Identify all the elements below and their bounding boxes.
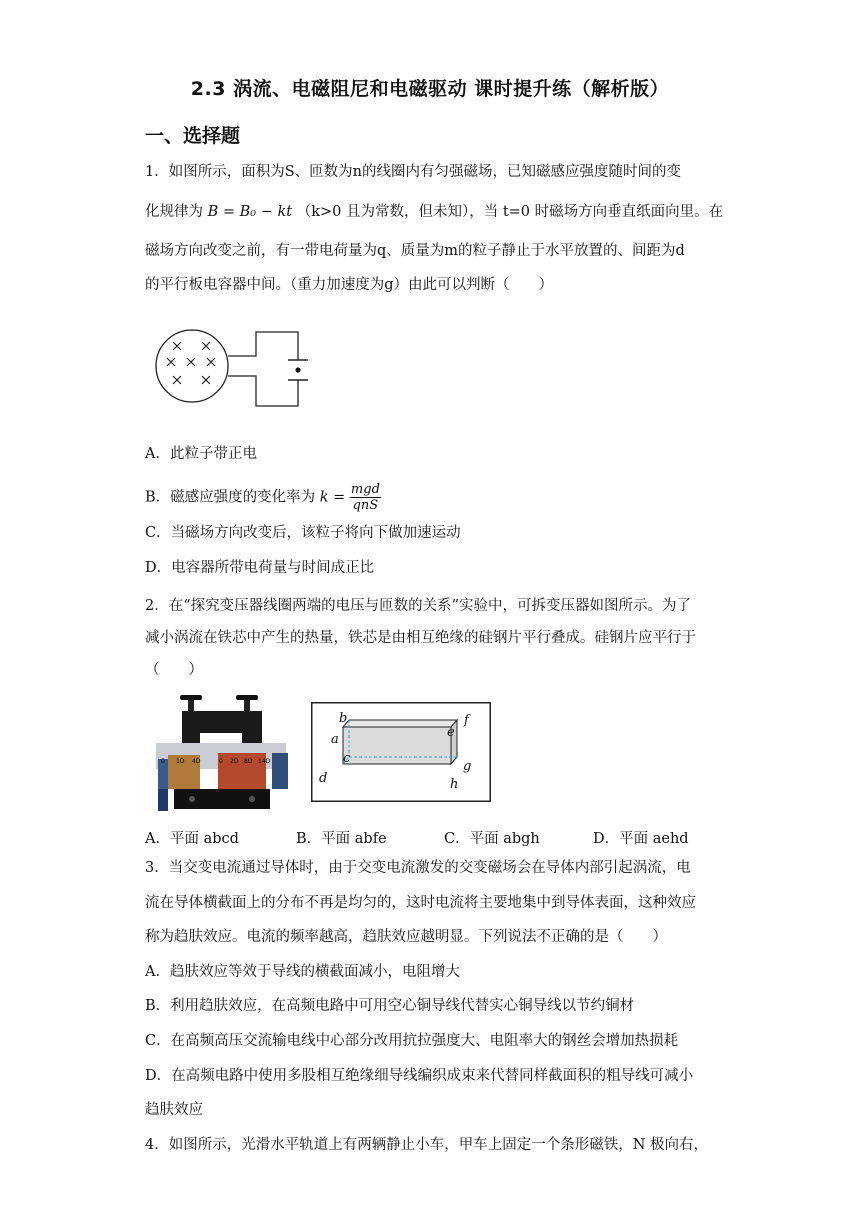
transformer-photo bbox=[152, 693, 302, 813]
magnetic-field-cross-marks bbox=[167, 342, 215, 384]
q3-option-d-line-2: 趋肤效应 bbox=[145, 1102, 203, 1118]
fraction-numerator: mgd bbox=[350, 482, 380, 497]
core-slab-figure bbox=[311, 702, 491, 802]
q1-option-d: D．电容器所带电荷量与时间成正比 bbox=[145, 560, 375, 576]
coil-label: 8D bbox=[244, 758, 253, 765]
q2-option-d: D．平面 aehd bbox=[593, 831, 689, 847]
q2-line-2: 减小涡流在铁芯中产生的热量，铁芯是由相互绝缘的硅钢片平行叠成。硅钢片应平行于 bbox=[145, 630, 696, 646]
vertex-label-b: b bbox=[339, 711, 348, 726]
q1-line-4: 的平行板电容器中间。（重力加速度为g）由此可以判断（ ） bbox=[145, 277, 554, 293]
fraction-denominator: qnS bbox=[352, 498, 379, 513]
q1-option-b-fraction bbox=[350, 482, 381, 513]
q2-option-a: A．平面 abcd bbox=[145, 831, 239, 847]
coil-label: 0 bbox=[161, 758, 165, 765]
q1-option-b-k: k = bbox=[319, 489, 346, 506]
screw bbox=[249, 796, 255, 802]
q3-option-d-line-1: D．在高频电路中使用多股相互绝缘细导线编织成束来代替同样截面积的粗导线可减小 bbox=[145, 1068, 694, 1084]
q1-circuit-figure bbox=[150, 320, 310, 412]
vertex-label-e: e bbox=[447, 725, 455, 740]
screw bbox=[189, 796, 195, 802]
vertex-label-f: f bbox=[464, 713, 469, 728]
slab-top-face bbox=[343, 720, 457, 727]
q2-line-1: 2．在“探究变压器线圈两端的电压与匝数的关系”实验中，可拆变压器如图所示。为了 bbox=[145, 598, 692, 614]
right-knob bbox=[236, 695, 258, 700]
vertex-label-h: h bbox=[450, 777, 459, 792]
vertex-label-a: a bbox=[331, 732, 339, 747]
vertex-label-g: g bbox=[463, 759, 472, 774]
bottom-wire bbox=[228, 376, 298, 406]
q1-line-2 bbox=[145, 202, 723, 222]
q1-option-b bbox=[145, 482, 381, 513]
section-heading: 一、选择题 bbox=[145, 125, 241, 147]
q3-line-1: 3．当交变电流通过导体时，由于交变电流激发的交变磁场会在导体内部引起涡流，电 bbox=[145, 860, 691, 876]
coil-label: 4D bbox=[192, 758, 201, 765]
q2-line-3: （ ） bbox=[145, 662, 203, 678]
vertex-label-d: d bbox=[319, 771, 328, 786]
coil-label: 2D bbox=[230, 758, 239, 765]
vertex-label-c: c bbox=[343, 751, 351, 766]
q3-option-c: C．在高频高压交流输电线中心部分改用抗拉强度大、电阻率大的钢丝会增加热损耗 bbox=[145, 1033, 679, 1049]
base-block bbox=[174, 789, 270, 809]
q1-line-2-pre: 化规律为 bbox=[145, 204, 203, 220]
blue-foot bbox=[158, 789, 168, 811]
q1-option-b-pre: B．磁感应强度的变化率为 bbox=[145, 489, 316, 506]
iron-yoke bbox=[182, 711, 262, 748]
charged-particle bbox=[295, 367, 300, 372]
left-knob bbox=[180, 695, 202, 700]
coil-label: 1D bbox=[176, 758, 185, 765]
q1-option-c: C．当磁场方向改变后，该粒子将向下做加速运动 bbox=[145, 525, 461, 541]
q4-line-1: 4．如图所示，光滑水平轨道上有两辆静止小车，甲车上固定一个条形磁铁，N 极向右， bbox=[145, 1137, 709, 1153]
q1-formula: B = B₀ − kt bbox=[207, 204, 293, 220]
q3-option-a: A．趋肤效应等效于导线的横截面减小，电阻增大 bbox=[145, 964, 460, 980]
q1-line-1: 1．如图所示，面积为S、匝数为n的线圈内有匀强磁场，已知磁感应强度随时间的变 bbox=[145, 164, 681, 180]
q3-line-3: 称为趋肤效应。电流的频率越高，趋肤效应越明显。下列说法不正确的是（ ） bbox=[145, 929, 667, 945]
q1-line-3: 磁场方向改变之前，有一带电荷量为q、质量为m的粒子静止于水平放置的、间距为d bbox=[145, 243, 685, 259]
q2-option-c: C．平面 abgh bbox=[444, 831, 540, 847]
coil-label: 0 bbox=[219, 758, 223, 765]
top-wire bbox=[228, 332, 298, 360]
page-title: 2.3 涡流、电磁阻尼和电磁驱动 课时提升练（解析版） bbox=[190, 78, 670, 100]
coil-circle bbox=[156, 330, 228, 402]
q2-option-b: B．平面 abfe bbox=[296, 831, 387, 847]
q3-option-b: B．利用趋肤效应，在高频电路中可用空心铜导线代替实心铜导线以节约铜材 bbox=[145, 998, 635, 1014]
q1-option-a: A．此粒子带正电 bbox=[145, 446, 257, 462]
q1-line-2-post: （k>0 且为常数，但未知），当 t=0 时磁场方向垂直纸面向里。在 bbox=[296, 204, 724, 220]
slab-front-face bbox=[343, 727, 451, 764]
q3-line-2: 流在导体横截面上的分布不再是均匀的，这时电流将主要地集中到导体表面，这种效应 bbox=[145, 895, 696, 911]
blue-base-right bbox=[272, 753, 288, 789]
coil-label: 14D bbox=[258, 758, 271, 765]
